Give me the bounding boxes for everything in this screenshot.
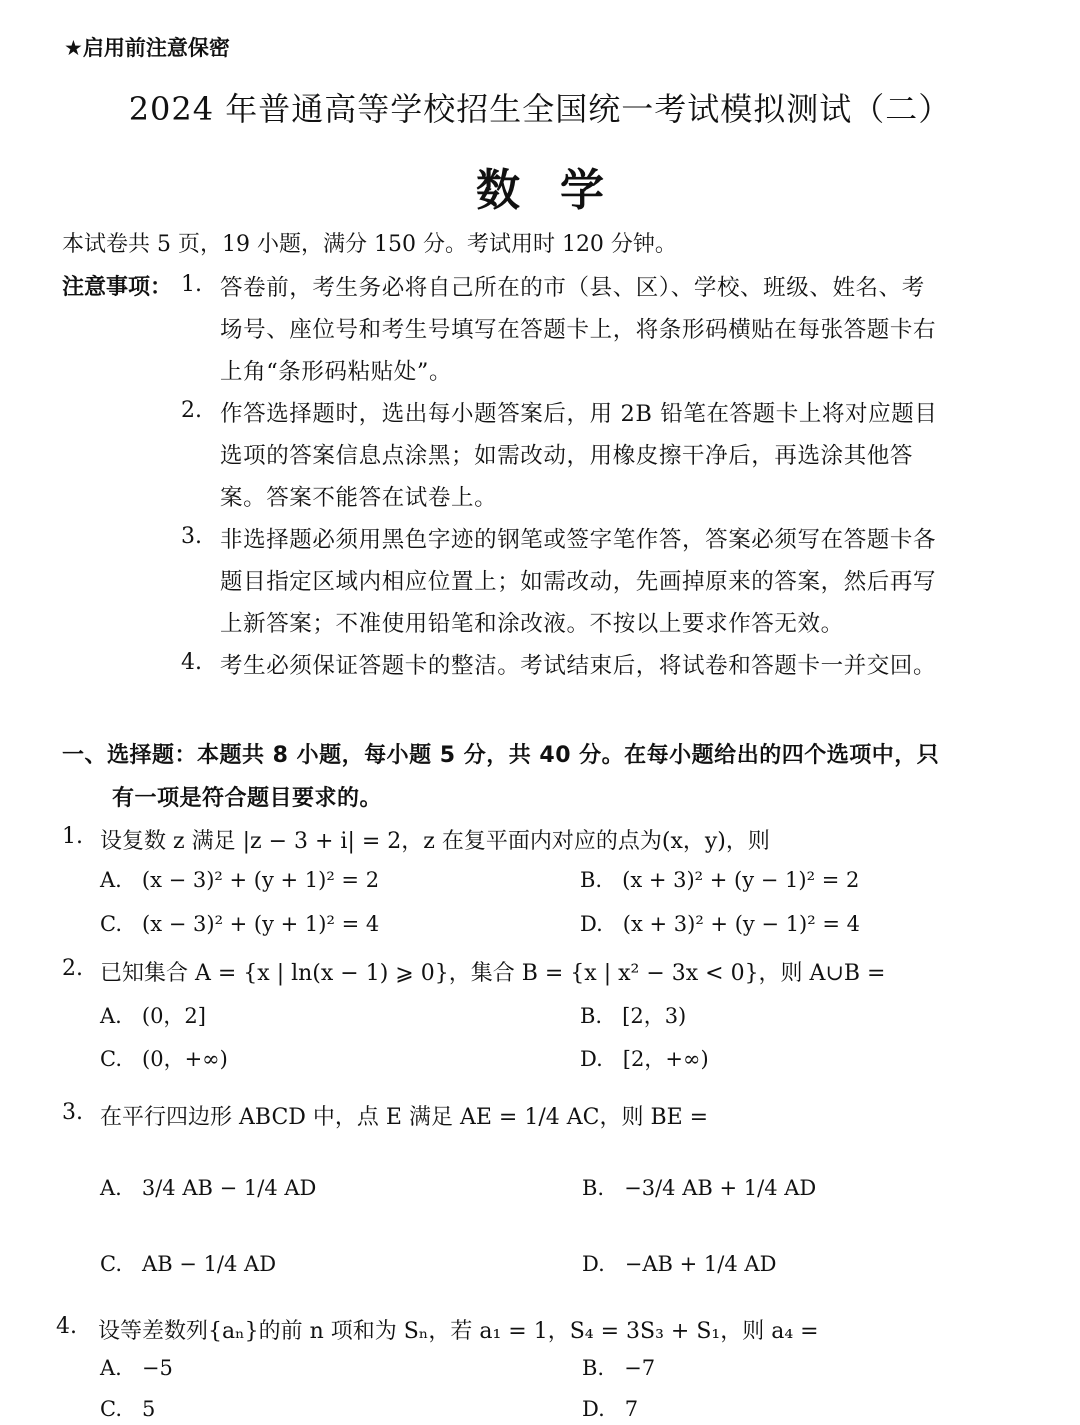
- notice-label: 注意事项：: [62, 275, 173, 300]
- question-1-number: 1.: [62, 824, 83, 849]
- q2-option-a-letter: A.: [100, 1004, 122, 1028]
- q3-option-b: [582, 1176, 816, 1200]
- q3-option-a-letter: A.: [100, 1176, 122, 1200]
- q2-option-b-text: [2，3): [622, 1004, 687, 1028]
- question-3-number: 3.: [62, 1100, 83, 1125]
- q4-option-b-text: −7: [624, 1356, 656, 1380]
- q1-option-d-text: (x + 3)² + (y − 1)² = 4: [622, 912, 860, 936]
- q2-option-d-text: [2，+∞): [622, 1047, 709, 1071]
- notice-3-line-2: 题目指定区域内相应位置上；如需改动，先画掉原来的答案，然后再写: [220, 569, 937, 595]
- q3-option-c-text: AB − 1/4 AD: [142, 1252, 277, 1276]
- q3-option-c-letter: C.: [100, 1252, 122, 1276]
- notice-2-line-1: 作答选择题时，选出每小题答案后，用 2B 铅笔在答题卡上将对应题目: [220, 401, 938, 427]
- notice-3-number: 3.: [181, 524, 202, 549]
- q1-option-b-letter: B.: [580, 868, 603, 892]
- q3-option-d-text: −AB + 1/4 AD: [624, 1252, 777, 1276]
- q4-option-d-letter: D.: [582, 1397, 605, 1421]
- q4-option-d-text: 7: [624, 1397, 639, 1421]
- notice-4-number: 4.: [181, 650, 202, 675]
- q4-option-d: [582, 1397, 638, 1421]
- section-1-heading: 一、选择题：本题共 8 小题，每小题 5 分，共 40 分。在每小题给出的四个选项中，只: [62, 743, 940, 768]
- question-4-stem: 设等差数列{aₙ}的前 n 项和为 Sₙ，若 a₁ = 1，S₄ = 3S₃ + S₁，则 a₄ =: [98, 1319, 819, 1344]
- q2-option-b-letter: B.: [580, 1004, 603, 1028]
- question-1-stem: 设复数 z 满足 |z − 3 + i| = 2，z 在复平面内对应的点为(x，y)，则: [100, 829, 770, 854]
- q4-option-a-text: −5: [141, 1356, 173, 1380]
- notice-1-line-3: 上角“条形码粘贴处”。: [220, 359, 453, 385]
- notice-1-line-2: 场号、座位号和考生号填写在答题卡上，将条形码横贴在每张答题卡右: [220, 317, 937, 343]
- q2-option-d-letter: D.: [580, 1047, 603, 1071]
- q3-option-a-text: 3/4 AB − 1/4 AD: [141, 1176, 317, 1200]
- q1-option-b-text: (x + 3)² + (y − 1)² = 2: [622, 868, 860, 892]
- q1-option-c: [100, 912, 379, 936]
- notice-1-line-1: 答卷前，考生务必将自己所在的市（县、区）、学校、班级、姓名、考: [220, 275, 925, 301]
- q4-option-b: [582, 1356, 655, 1380]
- q3-option-d: [582, 1252, 776, 1276]
- confidential-mark: ★启用前注意保密: [64, 36, 230, 60]
- q3-option-a: [100, 1176, 316, 1200]
- q1-option-d: [580, 912, 860, 936]
- q3-option-b-letter: B.: [582, 1176, 605, 1200]
- q4-option-c-letter: C.: [100, 1397, 122, 1421]
- q1-option-a-text: (x − 3)² + (y + 1)² = 2: [141, 868, 380, 892]
- notice-2-number: 2.: [181, 398, 202, 423]
- q1-option-a: [100, 868, 379, 892]
- notice-4-line-1: 考生必须保证答题卡的整洁。考试结束后，将试卷和答题卡一并交回。: [220, 653, 937, 679]
- q4-option-b-letter: B.: [582, 1356, 605, 1380]
- question-4-number: 4.: [56, 1314, 77, 1339]
- subject-title: 数学: [476, 165, 644, 216]
- notice-1-number: 1.: [181, 272, 202, 297]
- q4-option-a: [100, 1356, 173, 1380]
- q4-option-c-text: 5: [142, 1397, 156, 1421]
- q1-option-c-letter: C.: [100, 912, 122, 936]
- q2-option-c: [100, 1043, 228, 1073]
- q2-option-a-text: (0，2]: [141, 1004, 206, 1028]
- question-2-number: 2.: [62, 956, 83, 981]
- q1-option-a-letter: A.: [100, 868, 122, 892]
- notice-3-line-3: 上新答案；不准使用铅笔和涂改液。不按以上要求作答无效。: [220, 611, 844, 637]
- q2-option-c-text: (0，+∞): [142, 1047, 228, 1071]
- q4-option-c: [100, 1397, 155, 1421]
- exam-intro: 本试卷共 5 页，19 小题，满分 150 分。考试用时 120 分钟。: [62, 232, 677, 257]
- q2-option-a: [100, 1000, 206, 1030]
- q1-option-b: [580, 868, 859, 892]
- q4-option-a-letter: A.: [100, 1356, 122, 1380]
- q2-option-b: [580, 1000, 686, 1030]
- q2-option-c-letter: C.: [100, 1047, 122, 1071]
- exam-title: 2024 年普通高等学校招生全国统一考试模拟测试（二）: [128, 90, 952, 128]
- q1-option-c-text: (x − 3)² + (y + 1)² = 4: [142, 912, 380, 936]
- question-2-stem: 已知集合 A = {x | ln(x − 1) ⩾ 0}，集合 B = {x | x² − 3x < 0}，则 A∪B =: [100, 961, 886, 986]
- notice-2-line-2: 选项的答案信息点涂黑；如需改动，用橡皮擦干净后，再选涂其他答: [220, 443, 914, 469]
- question-3-stem: 在平行四边形 ABCD 中，点 E 满足 AE = 1/4 AC，则 BE =: [100, 1105, 709, 1130]
- q3-option-c: [100, 1252, 276, 1276]
- q1-option-d-letter: D.: [580, 912, 603, 936]
- q3-option-d-letter: D.: [582, 1252, 605, 1276]
- q3-option-b-text: −3/4 AB + 1/4 AD: [624, 1176, 817, 1200]
- section-1-heading-line-2: 有一项是符合题目要求的。: [112, 786, 383, 811]
- notice-3-line-1: 非选择题必须用黑色字迹的钢笔或签字笔作答，答案必须写在答题卡各: [220, 527, 937, 553]
- q2-option-d: [580, 1043, 709, 1073]
- notice-2-line-3: 案。答案不能答在试卷上。: [220, 485, 498, 511]
